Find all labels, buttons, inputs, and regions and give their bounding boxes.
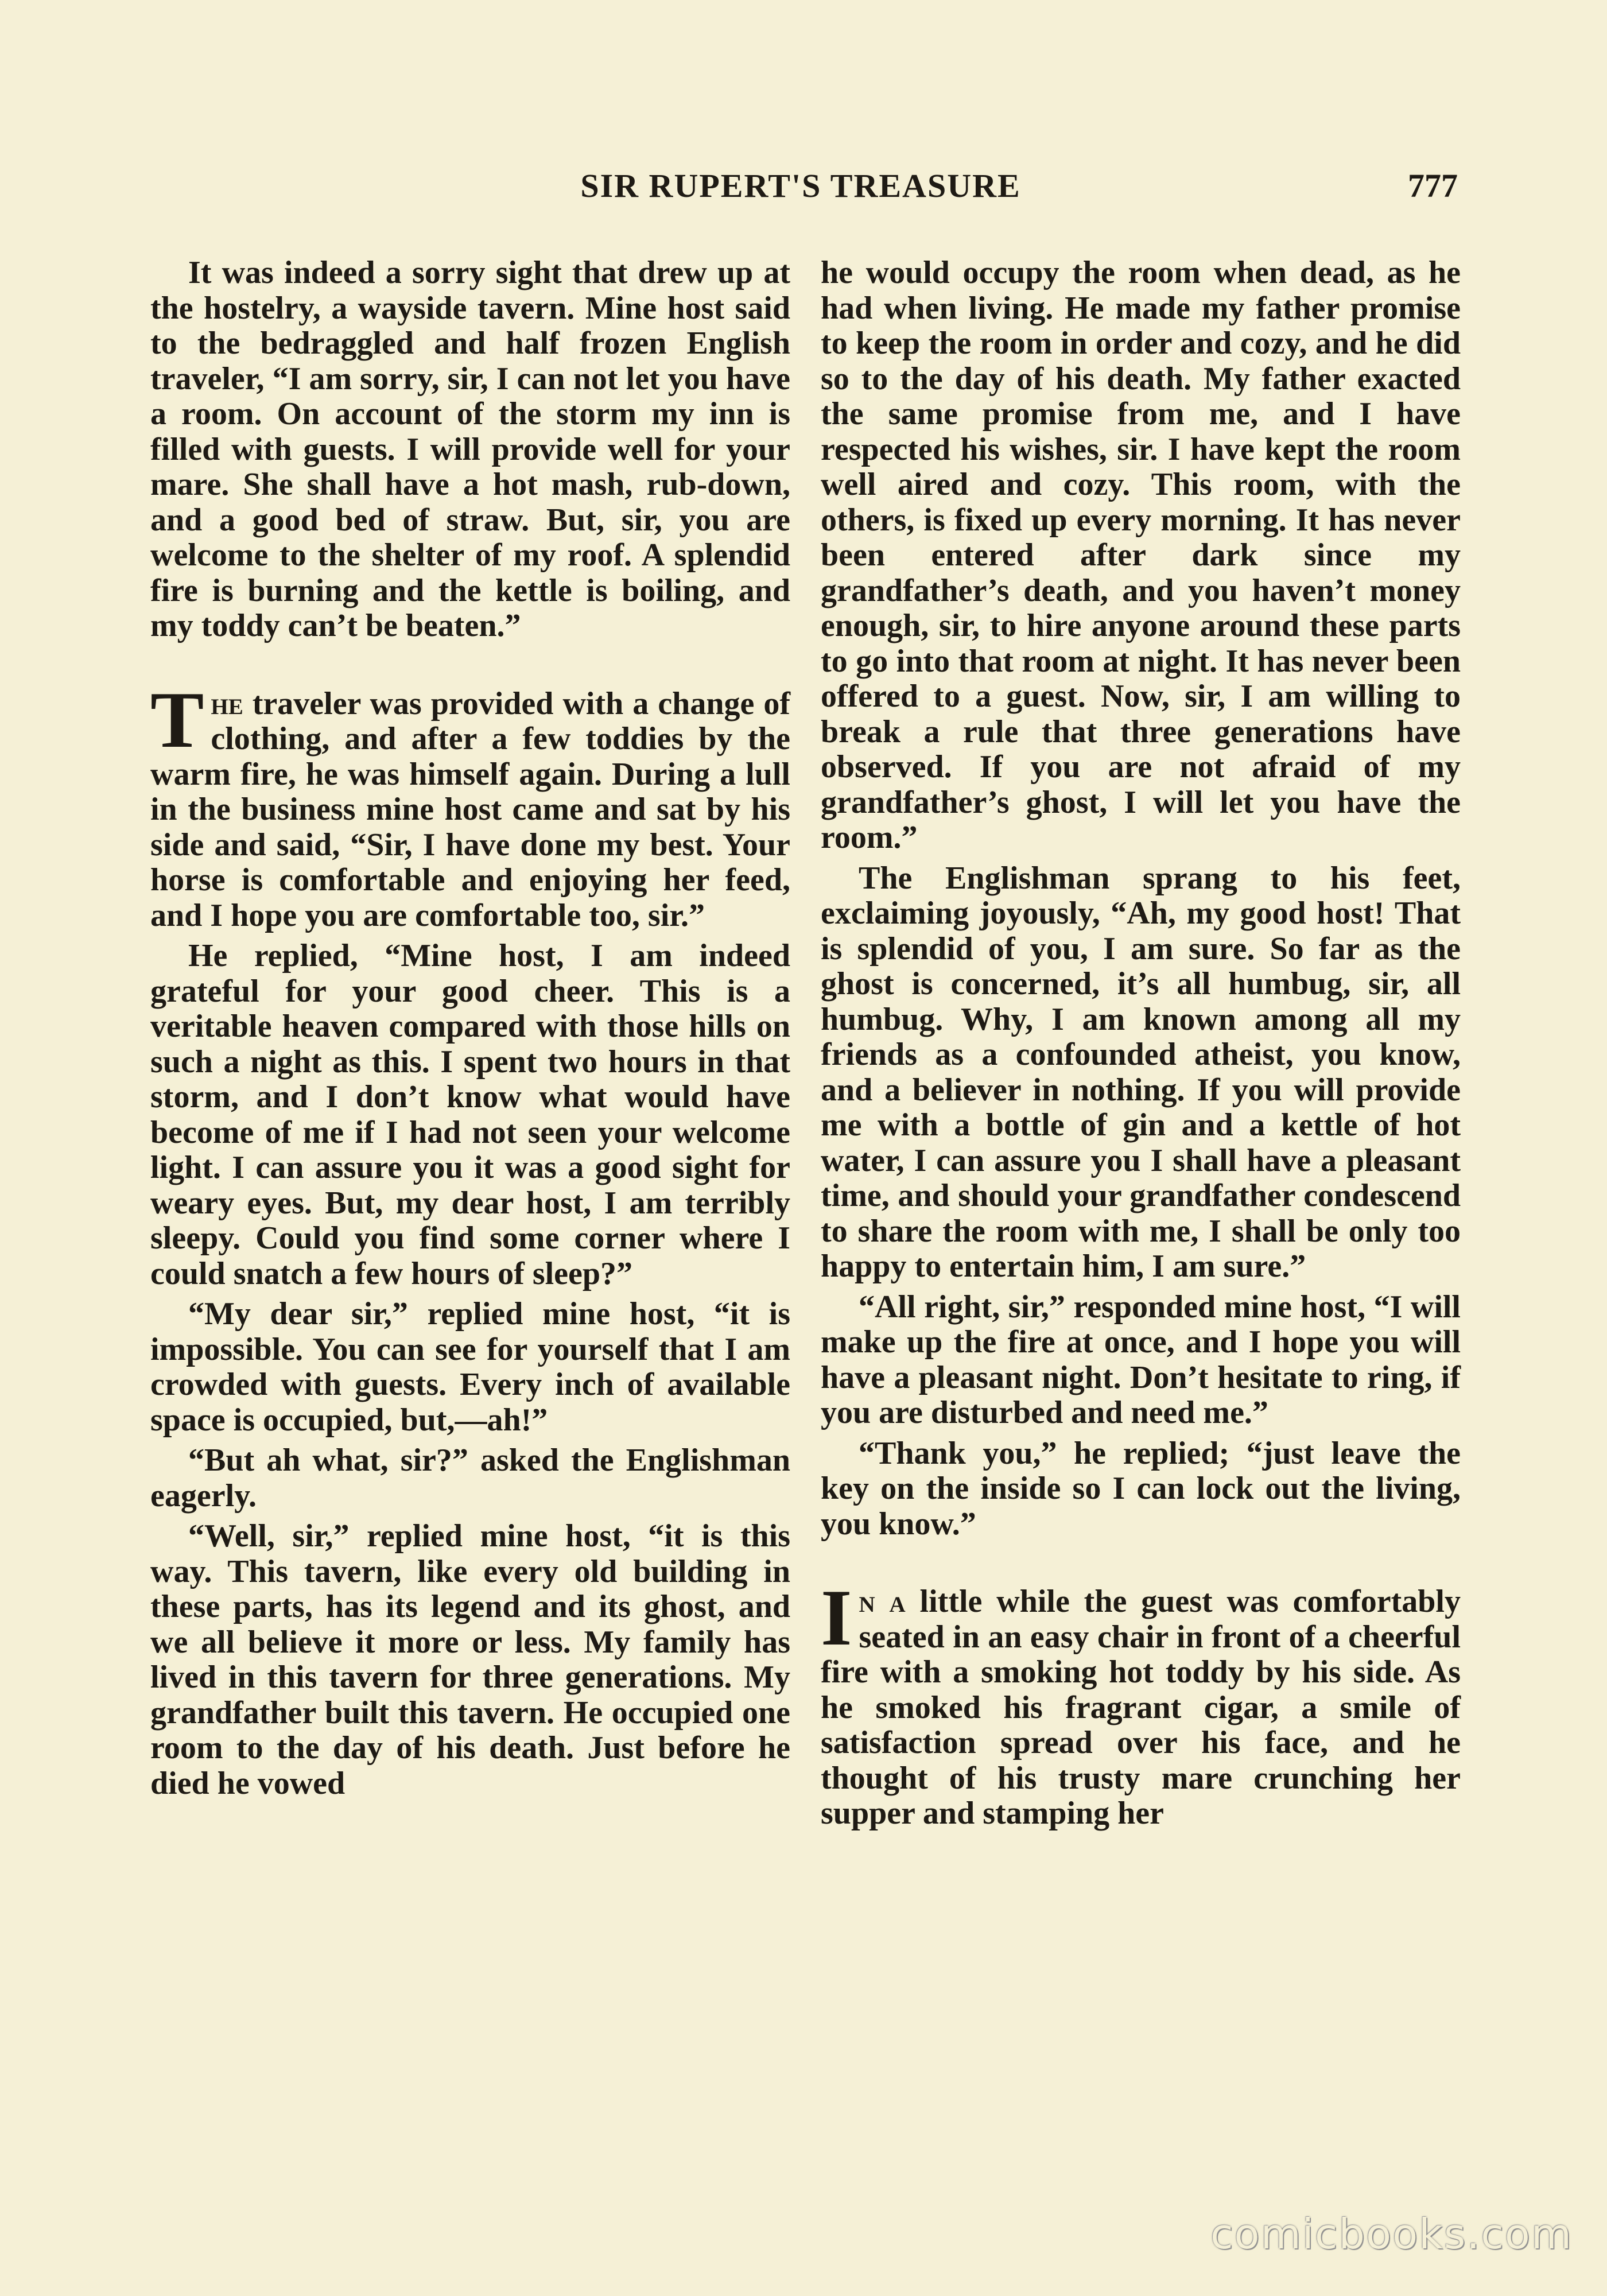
paragraph: “All right, sir,” responded mine host, “I will make up the fire at once, and I hope you will have a pleasant night. Don’t hesitate to ring, if you are disturbed and need me.”: [821, 1289, 1461, 1430]
paragraph: The Englishman sprang to his feet, exclaiming joyously, “Ah, my good host! That is splendid of you, I am sure. So far as the ghost is concerned, it’s all humbug, sir, all humbug. Why, I am known among all my friends as a confounded atheist, you know, and a believer in nothing. If you will provide me with a bottle of gin and a kettle of hot water, I can assure you I shall have a pleasant time, and should your grandfather condescend to share the room with me, I shall be only too happy to entertain him, I am sure.”: [821, 860, 1461, 1284]
small-caps-lead: he: [211, 685, 243, 722]
running-title: SIR RUPERT'S TREASURE: [580, 167, 1021, 204]
paragraph: “Well, sir,” replied mine host, “it is this way. This tavern, like every old building in these parts, has its legend and its ghost, and we all believe it more or less. My family has lived in this tavern for three generations. My grandfather built this tavern. He occupied one room to the day of his death. Just before he died he vowed: [150, 1518, 790, 1801]
paragraph-text: little while the guest was comfortably seated in an easy chair in front of a cheerful fire with a smoking hot toddy by his side. As he smoked his fragrant cigar, a smile of satisfaction spread over his face, and he thought of his trusty mare crunching her supper and stamping her: [821, 1584, 1461, 1831]
paragraph-dropcap: [150, 675, 790, 934]
right-column: [821, 255, 1461, 1837]
paragraph-dropcap: [821, 1573, 1461, 1832]
drop-cap: T: [150, 675, 204, 765]
paragraph-text: traveler was provided with a change of clothing, and after a few toddies by the warm fire, he was himself again. During a lull in the business mine host came and sat by his side and said, “Sir, I have done my best. Your horse is comfortable and enjoying her feed, and I hope you are comfortable too, sir.”: [150, 685, 790, 933]
paragraph: He replied, “Mine host, I am indeed grateful for your good cheer. This is a veritable heaven compared with those hills on such a night as this. I spent two hours in that storm, and I don’t know what would have become of me if I had not seen your welcome light. I can assure you it was a good sight for weary eyes. But, my dear host, I am terribly sleepy. Could you find some corner where I could snatch a few hours of sleep?”: [150, 938, 790, 1292]
running-header: [143, 166, 1458, 212]
drop-cap: I: [821, 1573, 852, 1662]
page-number: 777: [1408, 167, 1458, 204]
paragraph: It was indeed a sorry sight that drew up at the hostelry, a wayside tavern. Mine host said to the bedraggled and half frozen English traveler, “I am sorry, sir, I can not let you have a room. On account of the storm my inn is filled with guests. I will provide well for your mare. She shall have a hot mash, rub-down, and a good bed of straw. But, sir, you are welcome to the shelter of my roof. A splendid fire is burning and the kettle is boiling, and my toddy can’t be beaten.”: [150, 255, 790, 643]
paragraph: he would occupy the room when dead, as he had when living. He made my father promise to keep the room in order and cozy, and he did so to the day of his death. My father exacted the same promise from me, and I have respected his wishes, sir. I have kept the room well aired and cozy. This room, with the others, is fixed up every morning. It has never been entered after dark since my grandfather’s death, and you haven’t money enough, sir, to hire anyone around these parts to go into that room at night. It has never been offered to a guest. Now, sir, I am willing to break a rule that three generations have observed. If you are not afraid of my grandfather’s ghost, I will let you have the room.”: [821, 255, 1461, 855]
left-column: [150, 255, 790, 1806]
paragraph: “My dear sir,” replied mine host, “it is impossible. You can see for yourself that I am crowded with guests. Every inch of available space is occupied, but,—ah!”: [150, 1296, 790, 1438]
paragraph: “But ah what, sir?” asked the Englishman eagerly.: [150, 1442, 790, 1514]
watermark: comicbooks.com: [1210, 2210, 1573, 2258]
small-caps-lead: n a: [859, 1584, 906, 1619]
paragraph: “Thank you,” he replied; “just leave the key on the inside so I can lock out the living, you know.”: [821, 1435, 1461, 1542]
